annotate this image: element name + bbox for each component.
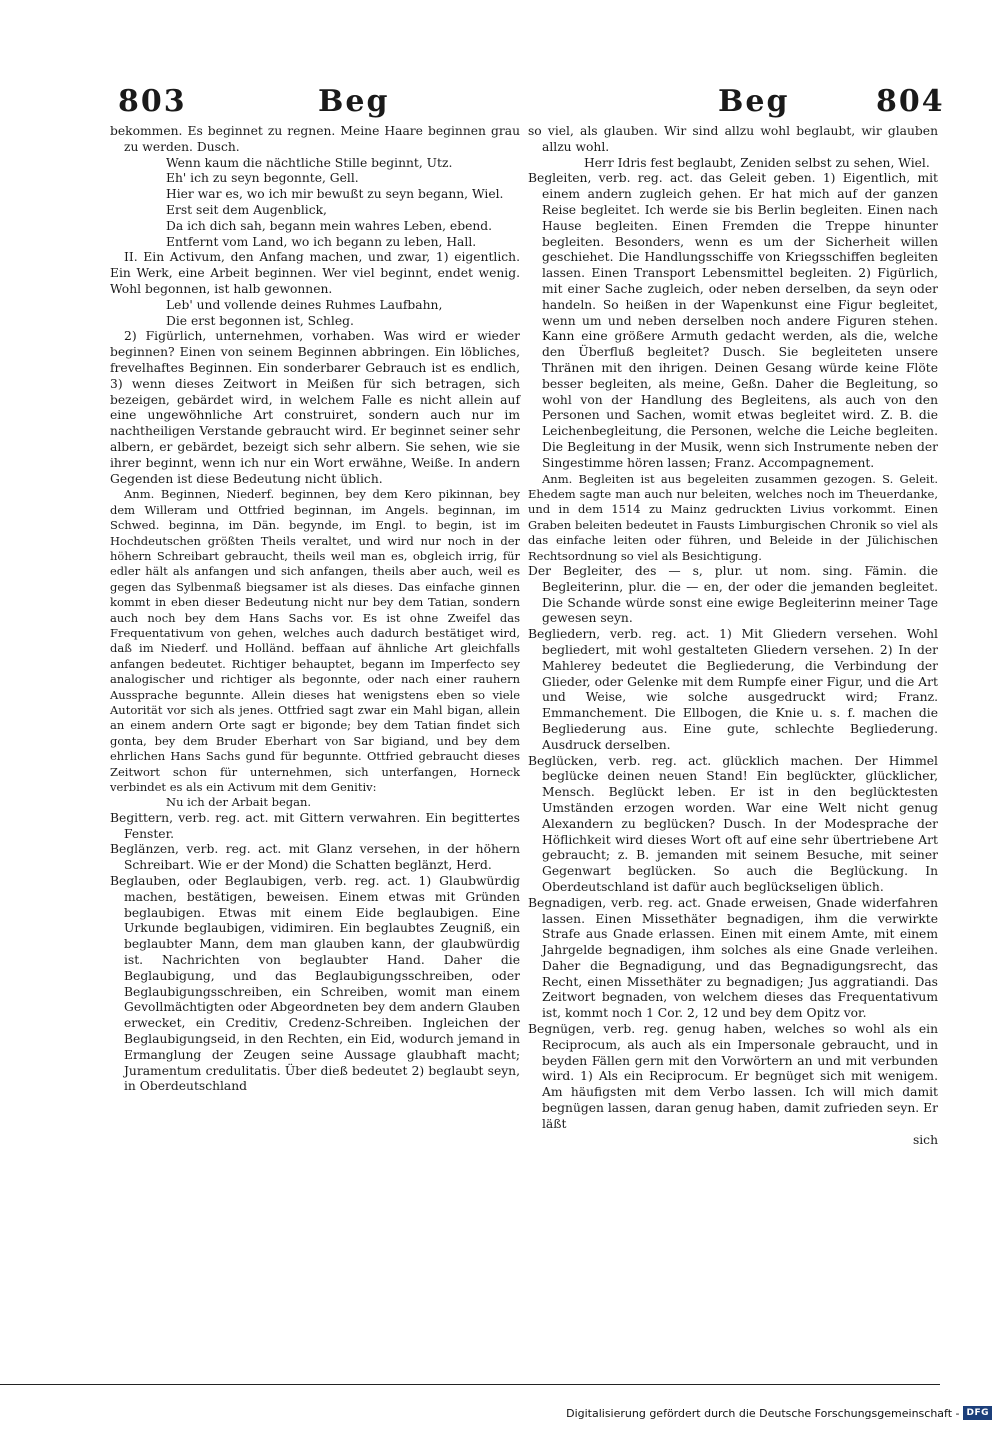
text-paragraph: so viel, als glauben. Wir sind allzu wohl beglaubt, wir glauben allzu wohl. — [528, 124, 938, 154]
verse-line: Leb' und vollende deines Ruhmes Laufbahn, — [166, 297, 443, 312]
verse-line: Erst seit dem Augenblick, — [166, 202, 327, 217]
text-paragraph: Begittern, verb. reg. act. mit Gittern verwahren. Ein begittertes Fenster. — [110, 810, 520, 841]
dfg-logo: DFG — [963, 1406, 992, 1420]
left-text-column — [110, 124, 520, 1095]
verse-line: Hier war es, wo ich mir bewußt zu seyn begann, Wiel. — [166, 187, 504, 202]
text-paragraph: 2) Figürlich, unternehmen, vorhaben. Was wird er wieder beginnen? Einen von seinem Beginnen abbringen. Ein löbliches, frevelhaftes Beginnen. Ein sonderbarer Gebrauch ist es endlich, 3) wenn dieses Zeitwort in Meißen für sich betragen, sich bezeigen, gebärdet wird, in welchem Falle es nicht allein auf eine ungewöhnliche Art construiret, sondern auch nur im nachtheiligen Verstande gebraucht wird. Er beginnet seiner sehr albern, er gebärdet, bezeigt sich sehr albern. Sie sehen, wie sie ihrer beginnt, wenn ich nur ein Wort erwähne, Weiße. In andern Gegenden ist diese Bedeutung nicht üblich. — [110, 329, 520, 486]
text-paragraph: Begleiten, verb. reg. act. das Geleit geben. 1) Eigentlich, mit einem andern zugleich gehen. Er hat mich auf der ganzen Reise begleitet. Ich werde sie bis Berlin begleiten. Einen nach Hause begleiten. Einen Fremden die Treppe hinunter begleiten. Besonders, wenn es um der Sicherheit willen geschiehet. Die Handlungsschiffe von Kriegsschiffen begleiten lassen. Einen Transport Lebensmittel begleiten. 2) Figürlich, mit einer Sache zugleich, oder neben derselben, da seyn oder handeln. So heißen in der Wapenkunst eine Figur begleitet, wenn um und neben derselben noch andere Figuren stehen. Kann eine größere Armuth gedacht werden, als die, welche den Überfluß begleitet? Dusch. Sie begleiteten unsere Thränen mit den ihrigen. Deinen Gesang würde keine Flöte besser begleiten, als meine, Geßn. Daher die Begleitung, so wohl von der Handlung des Begleitens, als auch von den Personen und Sachen, womit etwas begleitet wird. Z. B. die Leichenbegleitung, die Personen, welche die Leiche begleiten. Die Begleitung in der Musik, wenn sich Instrumente neben der Singestimme hören lassen; Franz. Accompagnement. — [528, 171, 938, 470]
text-paragraph: Anm. Beginnen, Niederf. beginnen, bey dem Kero pikinnan, bey dem Willeram und Ottfried beginnan, im Angels. beginnan, im Schwed. beginna, im Dän. begynde, im Engl. to begin, ist im Hochdeutschen größten Theils veraltet, und wird nur noch in der höhern Schreibart gebraucht, theils weil man es, obgleich irrig, für edler hält als anfangen und sich anfangen, theils aber auch, weil es gegen das Sylbenmaß biegsamer ist als dieses. Das einfache ginnen kommt in eben dieser Bedeutung nicht nur bey dem Tatian, sondern auch noch bey dem Hans Sachs vor. Es ist ohne Zweifel das Frequentativum von gehen, welches auch dadurch bestätiget wird, daß im Niederf. und Holländ. beffaan auf ähnliche Art gleichfalls anfangen bedeutet. Richtiger behauptet, begann im Imperfecto sey analogischer und richtiger als begonnte, oder nach einer rauhern Aussprache begunnte. Allein dieses hat wenigstens eben so viele Autorität vor sich als jenes. Ottfried sagt zwar ein Mahl bigan, allein an einem andern Orte sagt er bigonde; bey dem Tatian findet sich gonta, bey dem Bruder Eberhart von Sar bigiand, und bey dem ehrlichen Hans Sachs gund für begunnte. Ottfried gebraucht dieses Zeitwort schon für unternehmen, sich unterfangen, Horneck verbindet es als ein Activum mit dem Genitiv: — [110, 487, 520, 795]
page-bottom-rule — [0, 1384, 940, 1385]
right-page-number: 804 — [876, 84, 945, 119]
right-running-head: Beg — [718, 84, 790, 119]
text-paragraph: Beglauben, oder Beglaubigen, verb. reg. act. 1) Glaubwürdig machen, bestätigen, beweisen. Einem etwas mit Gründen beglaubigen. Etwas mit einem Eide beglaubigen. Eine Urkunde beglaubigen, vidimiren. Ein beglaubtes Zeugniß, ein beglaubter Mann, dem man glauben kann, der glaubwürdig ist. Nachrichten von beglaubter Hand. Daher die Beglaubigung, und das Beglaubigungsschreiben, oder Beglaubigungsschreiben, ein Schreiben, womit man einem Gevollmächtigten oder Abgeordneten bey dem andern Glauben erwecket, ein Creditiv, Credenz-Schreiben. Ingleichen der Beglaubigungseid, in den Rechten, ein Eid, wodurch jemand in Ermanglung der Zeugen seine Aussage glaubhaft macht; Juramentum credulitatis. Über dieß bedeutet 2) beglaubt seyn, in Oberdeutschland — [110, 874, 520, 1094]
text-paragraph: sich — [912, 1132, 938, 1147]
verse-line: Eh' ich zu seyn begonnte, Gell. — [166, 171, 359, 186]
text-paragraph: Begnadigen, verb. reg. act. Gnade erweisen, Gnade widerfahren lassen. Einen Missethäter begnadigen, ihm die verwirkte Strafe aus Gnade erlassen. Einen mit einem Amte, mit einem Jahrgelde begnadigen, ihm solches als eine Gnade verleihen. Daher die Begnadigung, und das Begnadigungsrecht, das Recht, einen Missethäter zu begnadigen; Jus aggratiandi. Das Zeitwort begnaden, von welchem dieses das Frequentativum ist, kommt noch 1 Cor. 2, 12 und bey dem Opitz vor. — [528, 895, 938, 1021]
text-paragraph: Der Begleiter, des — s, plur. ut nom. sing. Fämin. die Begleiterinn, plur. die — en, der oder die jemanden begleitet. Die Schande würde sonst eine ewige Begleiterinn meiner Tage gewesen seyn. — [528, 563, 938, 626]
text-paragraph: Beglänzen, verb. reg. act. mit Glanz versehen, in der höhern Schreibart. Wie er der Mond) die Schatten beglänzt, Herd. — [110, 842, 520, 873]
verse-line: Die erst begonnen ist, Schleg. — [166, 313, 354, 328]
text-paragraph: bekommen. Es beginnet zu regnen. Meine Haare beginnen grau zu werden. Dusch. — [110, 124, 520, 154]
verse-line: Entfernt vom Land, wo ich begann zu leben, Hall. — [166, 234, 477, 249]
digitization-footer — [566, 1406, 992, 1420]
text-paragraph: Begliedern, verb. reg. act. 1) Mit Gliedern versehen. Wohl begliedert, mit wohl gestalteten Gliedern versehen. 2) In der Mahlerey bedeutet die Begliederung, die Verbindung der Glieder, oder Gelenke mit dem Rumpfe einer Figur, und die Art und Weise, wie solche ausgedruckt wird; Franz. Emmanchement. Die Ellbogen, die Knie u. s. f. machen die Begliederung aus. Eine gute, schlechte Begliederung. Ausdruck derselben. — [528, 627, 938, 752]
text-paragraph: II. Ein Activum, den Anfang machen, und zwar, 1) eigentlich. Ein Werk, eine Arbeit beginnen. Wer viel beginnt, endet wenig. Wohl begonnen, ist halb gewonnen. — [110, 250, 520, 296]
text-paragraph: Beglücken, verb. reg. act. glücklich machen. Der Himmel beglücke deinen neuen Stand! Ein beglückter, glücklicher, Mensch. Beglückt leben. Er ist in den beglücktesten Umständen erzogen worden. War eine Welt nicht genug Alexandern zu beglücken? Dusch. In der Modesprache der Höflichkeit wird dieses Wort oft auf eine sehr übertriebene Art gebraucht; z. B. jemanden mit seinem Besuche, mit seiner Gegenwart beglücken. So auch die Beglückung. In Oberdeutschland ist dafür auch beglückseligen üblich. — [528, 753, 938, 894]
left-running-head: Beg — [318, 84, 390, 119]
right-text-column — [528, 124, 938, 1148]
left-page-number: 803 — [118, 84, 187, 119]
text-paragraph: Begnügen, verb. reg. genug haben, welches so wohl als ein Reciprocum, als auch als ein Impersonale gebraucht, und in beyden Fällen gern mit den Vorwörtern an und mit verbunden wird. 1) Als ein Reciprocum. Er begnüget sich mit wenigem. Am häufigsten mit dem Verbo lassen. Ich will mich damit begnügen lassen, daran genug haben, damit zufrieden seyn. Er läßt — [528, 1022, 938, 1131]
verse-line: Nu ich der Arbait began. — [166, 795, 312, 810]
text-paragraph: Anm. Begleiten ist aus begeleiten zusammen gezogen. S. Geleit. Ehedem sagte man auch nur beleiten, welches noch im Theuerdanke, und in dem 1514 zu Mainz gedruckten Livius vorkommt. Einen Graben beleiten bedeutet in Fausts Limburgischen Chronik so viel als das einfache leiten oder führen, und Beleide in der Jülichischen Rechtsordnung so viel als Besichtigung. — [528, 471, 938, 563]
verse-line: Da ich dich sah, begann mein wahres Leben, ebend. — [166, 218, 493, 233]
verse-line: Wenn kaum die nächtliche Stille beginnt, Utz. — [166, 155, 453, 170]
verse-line: Herr Idris fest beglaubt, Zeniden selbst zu sehen, Wiel. — [584, 155, 930, 170]
footer-credit-text: Digitalisierung gefördert durch die Deutsche Forschungsgemeinschaft - — [566, 1406, 960, 1420]
